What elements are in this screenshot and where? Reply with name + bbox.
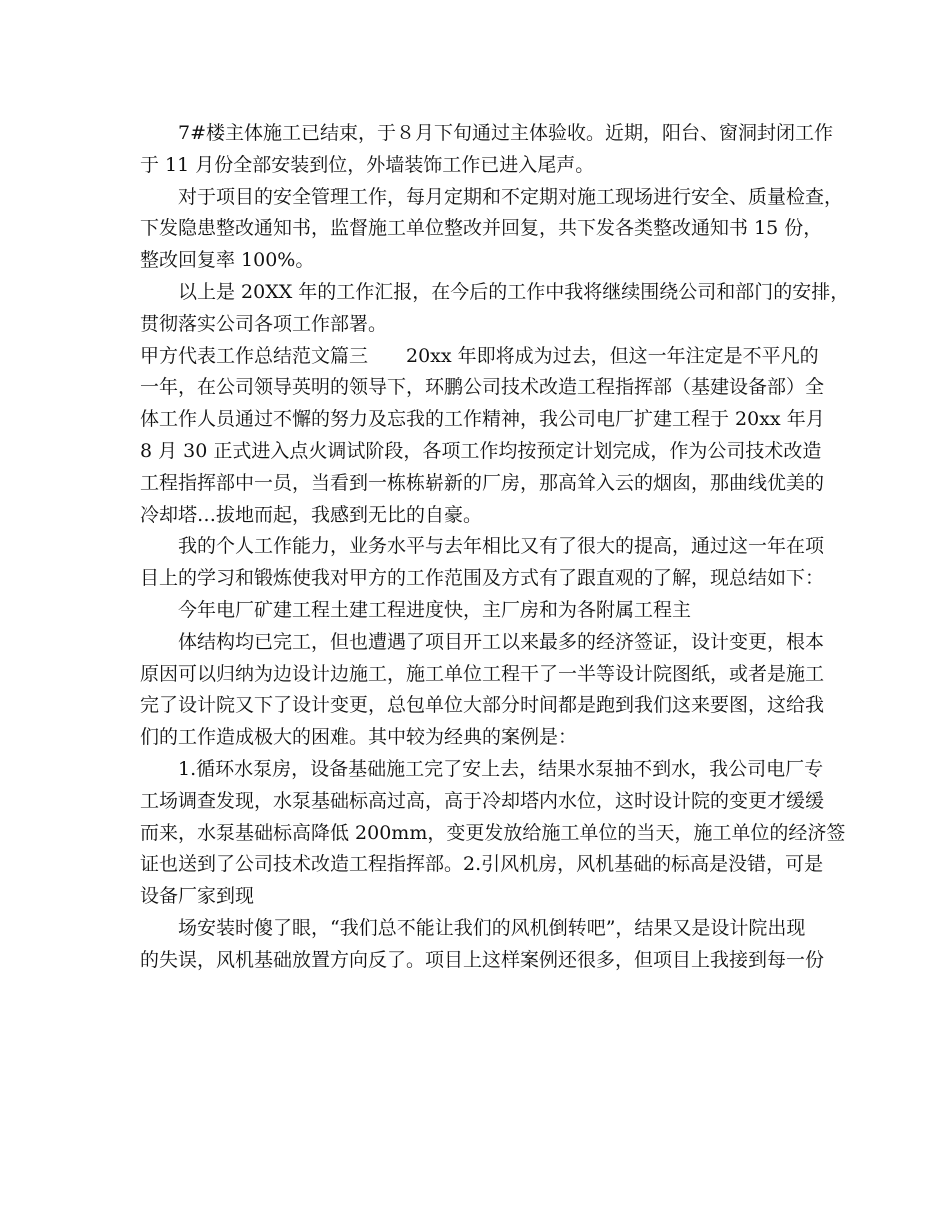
- text-line: 场安装时傻了眼，“我们总不能让我们的风机倒转吧”，结果又是设计院出现: [178, 916, 806, 939]
- text-line: 工程指挥部中一员，当看到一栋栋崭新的厂房，那高耸入云的烟囱，那曲线优美的: [140, 471, 825, 494]
- text-line: 于 11 月份全部安装到位，外墙装饰工作已进入尾声。: [140, 153, 595, 176]
- text-line: 冷却塔…拔地而起，我感到无比的自豪。: [140, 503, 483, 526]
- text-line: 完了设计院又下了设计变更，总包单位大部分时间都是跑到我们这来要图，这给我: [140, 694, 825, 717]
- text-line: 而来，水泵基础标高降低 200mm，变更发放给施工单位的当天，施工单位的经济签: [140, 821, 846, 844]
- text-line: 对于项目的安全管理工作，每月定期和不定期对施工现场进行安全、质量检查，: [178, 185, 844, 208]
- text-line: 下发隐患整改通知书，监督施工单位整改并回复，共下发各类整改通知书 15 份，: [140, 217, 823, 240]
- text-line: 体工作人员通过不懈的努力及忘我的工作精神，我公司电厂扩建工程于 20xx 年月: [140, 408, 825, 431]
- text-line: 们的工作造成极大的困难。其中较为经典的案例是：: [140, 726, 578, 749]
- text-line: 7#楼主体施工已结束，于８月下旬通过主体验收。近期，阳台、窗洞封闭工作: [178, 122, 834, 144]
- text-line: 以上是 20XX 年的工作汇报，在今后的工作中我将继续围绕公司和部门的安排，: [178, 280, 850, 303]
- text-line: 我的个人工作能力，业务水平与去年相比又有了很大的提高，通过这一年在项: [178, 535, 825, 558]
- text-line: 的失误，风机基础放置方向反了。项目上这样案例还很多，但项目上我接到每一份: [140, 948, 825, 971]
- text-line: 今年电厂矿建工程土建工程进度快，主厂房和为各附属工程主: [178, 598, 692, 621]
- text-line: 工场调查发现，水泵基础标高过高，高于冷却塔内水位，这时设计院的变更才缓缓: [140, 789, 825, 812]
- section-heading-line: 甲方代表工作总结范文篇三 20xx 年即将成为过去，但这一年注定是不平凡的: [140, 344, 819, 367]
- text-line: 原因可以归纳为边设计边施工，施工单位工程干了一半等设计院图纸，或者是施工: [140, 662, 825, 685]
- text-line: 证也送到了公司技术改造工程指挥部。2.引风机房，风机基础的标高是没错，可是: [140, 853, 824, 876]
- text-line: 整改回复率 100%。: [140, 249, 315, 272]
- text-line: 目上的学习和锻炼使我对甲方的工作范围及方式有了跟直观的了解，现总结如下：: [140, 567, 825, 590]
- text-line: 体结构均已完工，但也遭遇了项目开工以来最多的经济签证，设计变更，根本: [178, 630, 825, 653]
- document-body: [140, 118, 850, 977]
- text-line: 贯彻落实公司各项工作部署。: [140, 312, 388, 335]
- text-line: 8 月 30 正式进入点火调试阶段，各项工作均按预定计划完成，作为公司技术改造: [140, 439, 822, 462]
- text-line: 一年，在公司领导英明的领导下，环鹏公司技术改造工程指挥部（基建设备部）全: [140, 376, 825, 399]
- text-line: 1.循环水泵房，设备基础施工完了安上去，结果水泵抽不到水，我公司电厂专: [178, 757, 824, 780]
- text-line: 设备厂家到现: [140, 885, 255, 908]
